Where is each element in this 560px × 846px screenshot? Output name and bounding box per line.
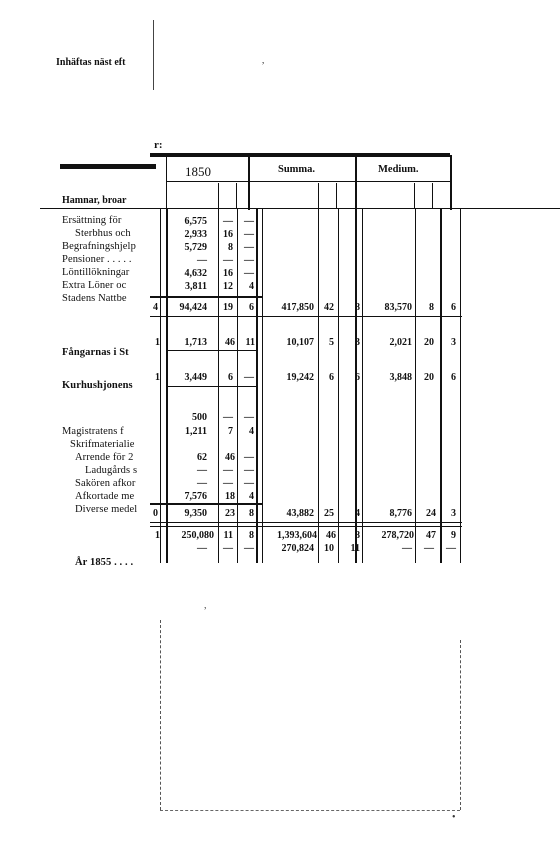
label-sakoren: Sakören afkor [75,478,136,489]
cell-summa-s: 42 [324,302,334,313]
stray-mark: , [204,600,207,611]
cell-value: 6,575 [184,216,207,227]
cell-summa-p: 4 [355,508,360,519]
label-arrende: Arrende för 2 [75,452,134,463]
cell-value: — [197,543,207,554]
cell-medium-s: 20 [424,337,434,348]
cell-medium-s: 24 [426,508,436,519]
cell-medium-p: 6 [451,372,456,383]
hdr-tick [432,183,433,208]
cell-p: 11 [245,337,255,348]
cell-p: — [244,465,254,476]
cell-summa-p: 6 [355,372,360,383]
cell-p: 6 [249,302,254,313]
hdr-vline-0 [166,155,167,210]
label-extra-loner: Extra Löner oc [62,280,127,291]
cell-value: 1,211 [185,426,207,437]
cell-pre: 1 [155,372,160,383]
hdr-tick [318,183,319,208]
cell-value: 2,933 [184,229,207,240]
top-heading: Inhäftas näst eft [56,57,126,68]
cell-p: — [244,268,254,279]
cell-summa-s: 10 [324,543,334,554]
cell-pre: 1 [155,337,160,348]
cell-medium-p: 6 [451,302,456,313]
cell-summa: 417,850 [281,302,314,313]
label-ladugards: Ladugårds s [85,465,138,476]
cell-value: — [197,465,207,476]
cell-s: 46 [225,337,235,348]
cell-value: 3,811 [185,281,207,292]
cell-p: 4 [249,281,254,292]
stray-dot: , [262,55,265,65]
cell-s: 46 [225,452,235,463]
grand-top-rule [150,526,462,527]
cell-s: 18 [225,491,235,502]
label-kurhus: Kurhushjonens [62,380,133,391]
cell-p: — [244,412,254,423]
label-skrifmaterialier: Skrifmaterialie [70,439,135,450]
cell-s: 11 [223,530,233,541]
cell-medium-s: 20 [424,372,434,383]
col-vline-a [160,208,161,563]
subtotal1-top-rule [150,296,262,298]
cell-p: 4 [249,491,254,502]
margin-mark [153,20,154,90]
cell-value: — [197,255,207,266]
cell-p: — [244,216,254,227]
bleed-line-left [160,620,161,810]
bleed-line-bottom [160,810,460,811]
cell-medium: 278,720 [381,530,414,541]
cell-value: 62 [197,452,207,463]
cell-medium-p: — [446,543,456,554]
label-ersattning: Ersättning för [62,215,122,226]
fragment-r: r: [154,139,163,151]
cell-p: — [244,255,254,266]
col-vline-k [415,208,416,563]
cell-pre: 1 [155,530,160,541]
subtotal2-top-rule [150,503,262,505]
cell-medium-s: 8 [429,302,434,313]
cell-p: — [244,242,254,253]
col-vline-j [362,208,363,563]
col-vline-m [460,208,461,563]
cell-summa-s: 5 [329,337,334,348]
label-diverse: Diverse medel [75,504,138,515]
cell-p: 8 [249,530,254,541]
cell-summa-p: 11 [350,543,360,554]
label-stadens: Stadens Nattbe [62,293,127,304]
cell-p: 4 [249,426,254,437]
kurhus-rule [166,386,258,387]
cell-p: — [244,452,254,463]
cell-value: 4,632 [184,268,207,279]
cell-summa: 270,824 [281,543,314,554]
cell-p: — [244,478,254,489]
cell-medium: 8,776 [389,508,412,519]
cell-s: 7 [228,426,233,437]
cell-p: — [244,229,254,240]
cell-value: 7,576 [184,491,207,502]
cell-medium-s: 47 [426,530,436,541]
section-rule [40,208,560,209]
cell-value: — [197,478,207,489]
cell-s: 16 [223,268,233,279]
cell-medium: 83,570 [384,302,412,313]
cell-s: 8 [228,242,233,253]
cell-summa-p: 8 [355,302,360,313]
cell-summa: 43,882 [286,508,314,519]
cell-pre: 4 [153,302,158,313]
header-summa: Summa. [278,164,316,175]
hdr-tick [414,183,415,208]
header-medium: Medium. [378,164,419,175]
hdr-tick [218,183,219,208]
label-afkortade: Afkortade me [75,491,135,502]
cell-summa: 19,242 [286,372,314,383]
cell-medium-s: — [424,543,434,554]
cell-p: 8 [249,508,254,519]
cell-s: 16 [223,229,233,240]
subtotal2-bottom-rule [150,522,462,523]
cell-medium-p: 9 [451,530,456,541]
cell-medium: — [402,543,412,554]
cell-s: — [223,412,233,423]
cell-value: 500 [192,412,207,423]
cell-summa: 1,393,604 [277,530,317,541]
bleed-line-right [460,640,461,810]
cell-s: 23 [225,508,235,519]
stray-mark-2: • [452,812,456,823]
cell-value: 250,080 [181,530,214,541]
col-vline-f [262,208,263,563]
hdr-tick [236,183,237,208]
label-magistratens: Magistratens f [62,426,124,437]
label-ar-1855: År 1855 . . . . [75,557,134,568]
cell-summa-s: 25 [324,508,334,519]
cell-s: 12 [223,281,233,292]
cell-value: 9,350 [184,508,207,519]
cell-value: 3,449 [184,372,207,383]
col-vline-h [338,208,339,563]
cell-s: — [223,478,233,489]
cell-summa-s: 6 [329,372,334,383]
header-1850: 1850 [185,164,211,179]
cell-summa: 10,107 [286,337,314,348]
hdr-tick [336,183,337,208]
hdr-vline-1 [248,157,250,210]
col-vline-l [440,208,442,563]
cell-pre: 0 [153,508,158,519]
cell-p: — [244,372,254,383]
cell-value: 94,424 [179,302,207,313]
cell-s: — [223,255,233,266]
cell-s: — [223,543,233,554]
label-begrafning: Begrafningshjelp [62,241,136,252]
cell-s: — [223,465,233,476]
subtotal1-bottom-rule [150,316,462,317]
hdr-vline-3 [450,155,452,210]
section-label: Hamnar, broar [62,195,127,206]
cell-s: 6 [228,372,233,383]
fangarnas-rule [166,350,258,351]
label-lontillokning: Löntillökningar [62,267,130,278]
cell-value: 5,729 [184,242,207,253]
cell-medium-p: 3 [451,508,456,519]
cell-summa-s: 46 [326,530,336,541]
table-top-rule-right [150,153,450,157]
cell-summa-p: 3 [355,337,360,348]
hdr-vline-2 [355,157,357,210]
cell-s: 19 [223,302,233,313]
cell-summa-p: 8 [355,530,360,541]
hdr-hline [166,181,452,182]
cell-medium-p: 3 [451,337,456,348]
cell-medium: 3,848 [389,372,412,383]
label-pensioner: Pensioner . . . . . [62,254,132,265]
cell-medium: 2,021 [389,337,412,348]
cell-value: 1,713 [184,337,207,348]
table-top-rule [60,164,156,169]
cell-p: — [244,543,254,554]
label-sterbhus: Sterbhus och [75,228,131,239]
cell-s: — [223,216,233,227]
label-fangarnas: Fångarnas i St [62,347,129,358]
col-vline-g [318,208,319,563]
